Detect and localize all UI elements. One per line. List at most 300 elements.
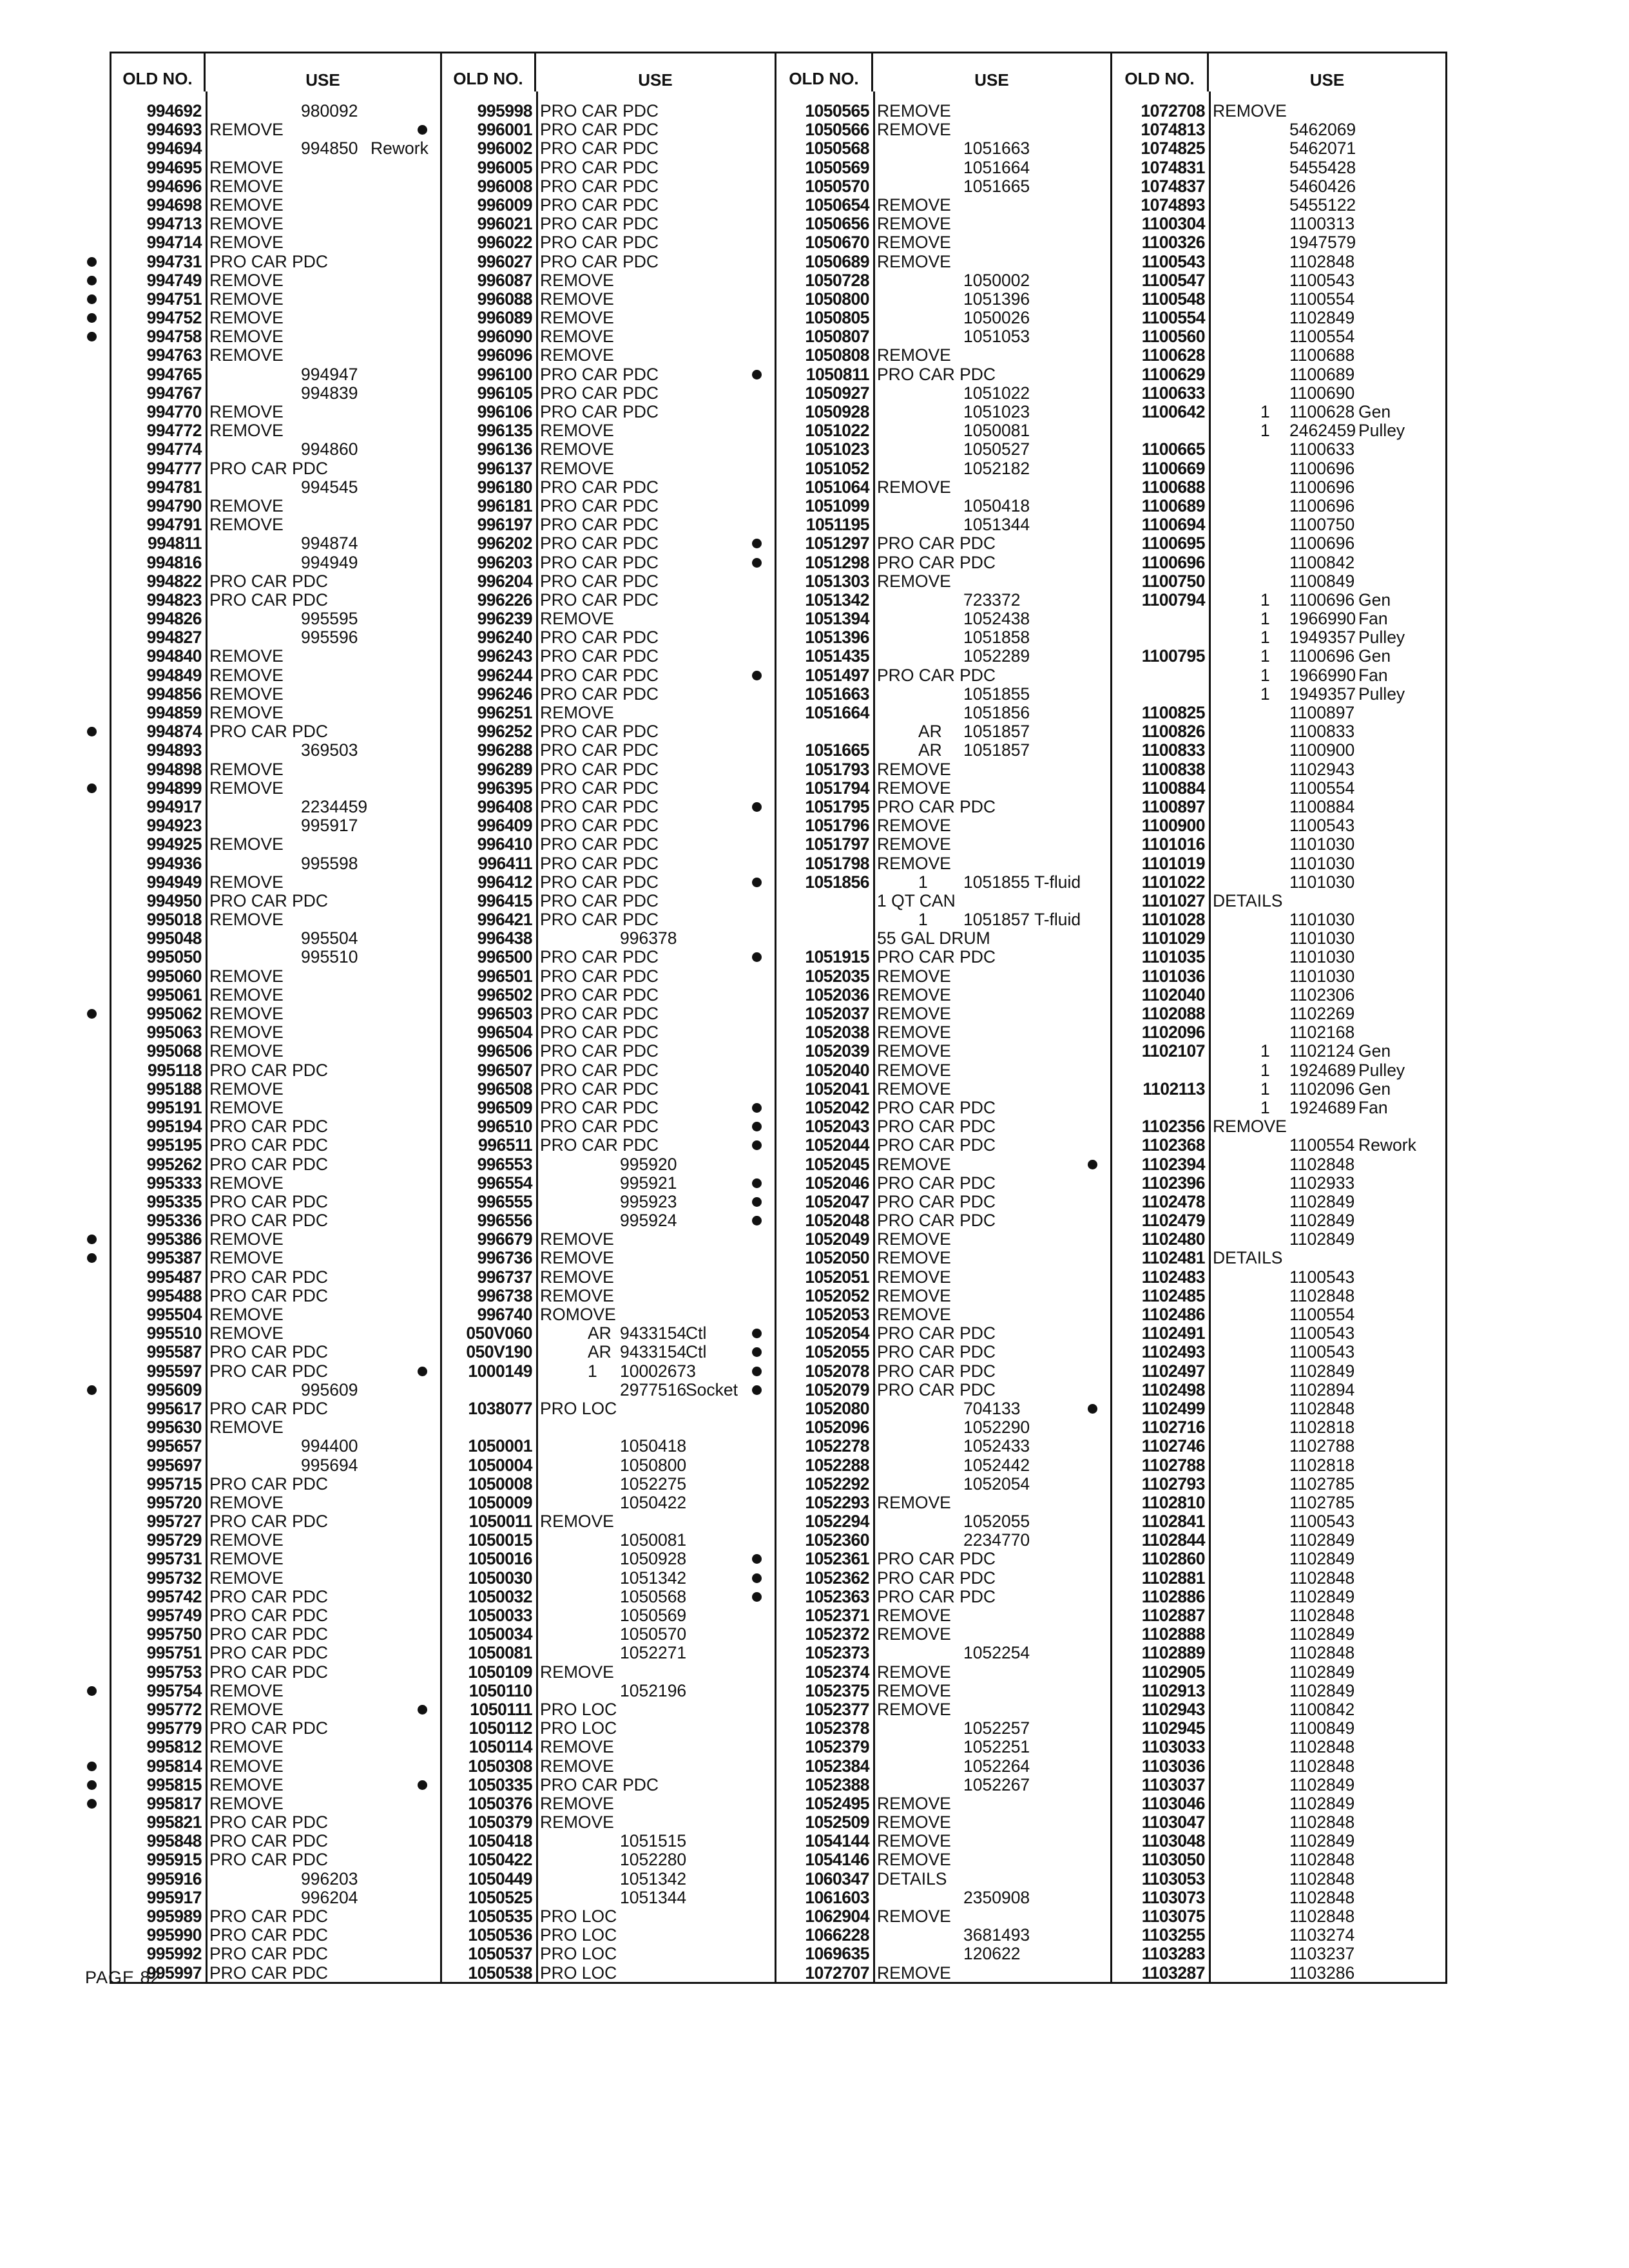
replacement-number: 1051857: [963, 722, 1030, 742]
table-row: [776, 1850, 1110, 1869]
old-number: 995750: [146, 1624, 202, 1644]
use-text: REMOVE: [877, 1606, 951, 1625]
old-number: 996204: [477, 571, 532, 591]
table-row: [111, 1794, 440, 1813]
use-text: PRO CAR PDC: [540, 834, 659, 854]
old-number: 1050927: [805, 383, 869, 403]
old-number: 995915: [146, 1850, 202, 1870]
old-number: 1100548: [1141, 289, 1205, 309]
table-row: [111, 102, 440, 120]
bullet-icon: [418, 1367, 427, 1376]
old-number: 1050670: [805, 233, 869, 253]
table-row: [1112, 1926, 1445, 1945]
table-row: [442, 440, 775, 459]
old-number: 1050654: [805, 195, 869, 215]
table-row: [776, 1512, 1110, 1531]
table-row: [776, 1813, 1110, 1832]
old-number: 996100: [477, 364, 532, 384]
old-number: 1051665: [805, 740, 869, 760]
bullet-icon: [87, 276, 97, 285]
table-row: [776, 892, 1110, 910]
use-text: PRO CAR PDC: [877, 947, 996, 967]
use-text: PRO CAR PDC: [877, 796, 996, 816]
table-row: [776, 1381, 1110, 1399]
table-row: [1112, 553, 1445, 572]
old-number: 994893: [146, 740, 202, 760]
table-row: [1112, 1211, 1445, 1230]
old-number: 1051298: [805, 552, 869, 572]
old-number: 1052372: [805, 1624, 869, 1644]
old-number: 996288: [477, 740, 532, 760]
table-row: [442, 403, 775, 421]
use-text: REMOVE: [209, 966, 284, 986]
table-row: [111, 1588, 440, 1606]
bullet-icon: [87, 1385, 97, 1395]
table-row: [111, 177, 440, 196]
use-text: PRO CAR PDC: [540, 383, 659, 403]
table-row: [111, 628, 440, 647]
old-number: 1051793: [805, 759, 869, 779]
old-number: 1100825: [1141, 703, 1205, 722]
old-number: 1102886: [1141, 1586, 1205, 1606]
old-number: 1051342: [805, 590, 869, 610]
table-row: [776, 421, 1110, 440]
table-row: [1112, 779, 1445, 798]
table-row: [1112, 1456, 1445, 1475]
table-row: [776, 253, 1110, 271]
table-row: [1112, 1399, 1445, 1418]
use-text: REMOVE: [540, 1229, 614, 1249]
old-number: 995335: [146, 1191, 202, 1211]
table-row: [442, 798, 775, 816]
old-number: 1102394: [1141, 1154, 1205, 1174]
use-text: PRO LOC: [540, 1398, 617, 1418]
use-text: PRO CAR PDC: [877, 1191, 996, 1211]
table-row: [776, 1888, 1110, 1907]
table-row: [442, 365, 775, 384]
old-number: 1050030: [468, 1568, 532, 1588]
replacement-number: 994545: [301, 477, 358, 497]
rows: [776, 102, 1110, 1983]
old-number: 1050537: [468, 1944, 532, 1964]
old-number: 1052384: [805, 1756, 869, 1776]
old-number: 1052055: [805, 1342, 869, 1362]
use-text: REMOVE: [540, 1737, 614, 1757]
old-number: 1102107: [1141, 1041, 1205, 1061]
table-row: [442, 1907, 775, 1926]
old-number: 1100750: [1141, 571, 1205, 591]
old-number: 1052051: [805, 1267, 869, 1287]
table-row: [1112, 139, 1445, 158]
old-number: 996740: [477, 1305, 532, 1324]
note: Pulley: [1358, 421, 1405, 441]
table-row: [111, 1907, 440, 1926]
table-row: [1112, 233, 1445, 252]
table-row: [111, 1456, 440, 1475]
use-text: REMOVE: [209, 985, 284, 1004]
replacement-number: 994850: [301, 139, 358, 159]
use-text: PRO CAR PDC: [209, 1512, 329, 1532]
rows: [111, 102, 440, 1983]
replacement-number: 1102849: [1289, 1586, 1355, 1606]
use-text: REMOVE: [540, 1812, 614, 1832]
old-number: 1050011: [468, 1512, 532, 1532]
table-row: [776, 1418, 1110, 1437]
table-row: [1112, 1663, 1445, 1682]
replacement-number: 2350908: [963, 1887, 1030, 1907]
old-number: 994713: [146, 214, 202, 234]
replacement-number: 2234770: [963, 1530, 1030, 1550]
old-number: 994777: [146, 458, 202, 478]
old-number: 996105: [477, 383, 532, 403]
table-row: [1112, 1512, 1445, 1531]
old-number: 994765: [146, 364, 202, 384]
bullet-icon: [87, 294, 97, 304]
table-row: [442, 1682, 775, 1700]
table-row: [1112, 1061, 1445, 1080]
old-number: 1051798: [805, 853, 869, 873]
replacement-number: 994400: [301, 1436, 358, 1456]
use-text: PRO CAR PDC: [209, 1154, 329, 1174]
replacement-number: 1100849: [1289, 1718, 1355, 1738]
table-row: [1112, 1682, 1445, 1700]
bullet-icon: [87, 1009, 97, 1019]
old-number: 996508: [477, 1079, 532, 1099]
old-number: 1038077: [468, 1398, 532, 1418]
replacement-number: 1100554: [1289, 1305, 1355, 1324]
old-number: 996002: [477, 139, 532, 159]
old-number: 995504: [146, 1305, 202, 1324]
old-number: 1074825: [1141, 139, 1205, 159]
old-number: 1050570: [805, 176, 869, 196]
use-header: USE: [305, 70, 340, 90]
note: Gen: [1358, 402, 1391, 421]
quantity: 1: [588, 1361, 597, 1381]
table-row: [111, 421, 440, 440]
use-text: REMOVE: [540, 345, 614, 365]
use-text: PRO CAR PDC: [877, 1549, 996, 1569]
old-number: 1100838: [1141, 759, 1205, 779]
table-row: [1112, 666, 1445, 685]
table-row: [776, 233, 1110, 252]
table-row: [776, 309, 1110, 327]
old-number: 1102905: [1141, 1662, 1205, 1682]
table-row: [776, 1099, 1110, 1117]
old-number: 1050568: [805, 139, 869, 159]
table-row: [442, 1193, 775, 1211]
table-row: [442, 948, 775, 966]
bullet-icon: [752, 1573, 762, 1583]
use-text: REMOVE: [877, 1662, 951, 1682]
use-text: REMOVE: [209, 872, 284, 892]
bullet-icon: [418, 1780, 427, 1790]
old-number: 1050538: [468, 1963, 532, 1983]
old-number: 1052375: [805, 1680, 869, 1700]
table-row: [1112, 1268, 1445, 1287]
table-row: [442, 459, 775, 478]
old-number: 1050656: [805, 214, 869, 234]
table-row: [111, 1926, 440, 1945]
bullet-icon: [752, 558, 762, 568]
table-row: [111, 1832, 440, 1850]
replacement-number: 1100842: [1289, 552, 1355, 572]
old-number: 994874: [146, 722, 202, 742]
table-row: [111, 1343, 440, 1361]
table-row: [442, 1418, 775, 1437]
replacement-number: 1102848: [1289, 1869, 1355, 1888]
old-number: 1052042: [805, 1097, 869, 1117]
quantity: 1: [918, 910, 928, 930]
old-number: 996137: [477, 458, 532, 478]
old-number: 996135: [477, 421, 532, 441]
replacement-number: 1050081: [963, 421, 1030, 441]
table-row: [1112, 1907, 1445, 1926]
use-text: REMOVE: [540, 1756, 614, 1776]
use-text: REMOVE: [209, 1756, 284, 1776]
use-text: REMOVE: [209, 1305, 284, 1324]
old-number: 995333: [146, 1173, 202, 1193]
table-row: [442, 1399, 775, 1418]
use-text: PRO CAR PDC: [209, 1117, 329, 1137]
old-number: 994772: [146, 421, 202, 441]
table-row: [1112, 1644, 1445, 1662]
use-text: PRO CAR PDC: [209, 1191, 329, 1211]
replacement-number: 1102849: [1289, 1211, 1355, 1231]
table-row: [776, 1625, 1110, 1644]
use-text: REMOVE: [877, 195, 951, 215]
bullet-icon: [87, 1235, 97, 1244]
quantity: 1: [1260, 646, 1270, 666]
table-row: [442, 1719, 775, 1738]
old-number: 1050081: [468, 1643, 532, 1663]
replacement-number: 1947579: [1289, 233, 1356, 253]
old-number: 1051023: [805, 439, 869, 459]
table-row: [1112, 1700, 1445, 1719]
replacement-number: 1051858: [963, 628, 1030, 648]
table-row: [776, 628, 1110, 647]
table-row: [776, 1456, 1110, 1475]
replacement-number: 1052254: [963, 1643, 1030, 1663]
replacement-number: 1051855: [963, 684, 1030, 704]
table-column-4: [1112, 52, 1445, 1982]
old-number: 995848: [146, 1831, 202, 1851]
note: Rework: [371, 139, 429, 159]
use-text: PRO CAR PDC: [540, 101, 659, 120]
use-text: PRO CAR PDC: [540, 684, 659, 704]
bullet-icon: [752, 370, 762, 380]
old-number: 1052040: [805, 1060, 869, 1080]
use-text: PRO CAR PDC: [209, 1398, 329, 1418]
replacement-number: 1050026: [963, 308, 1030, 328]
table-row: [442, 1832, 775, 1850]
table-row: [111, 1174, 440, 1193]
use-text: PRO CAR PDC: [209, 1211, 329, 1231]
replacement-number: 5460426: [1289, 176, 1356, 196]
use-text: REMOVE: [877, 1004, 951, 1023]
table-column-3: [776, 52, 1110, 1982]
table-row: [442, 1757, 775, 1776]
replacement-number: 1102933: [1289, 1173, 1355, 1193]
replacement-number: 5462071: [1289, 139, 1356, 159]
use-text: PRO CAR PDC: [209, 1586, 329, 1606]
table-row: [776, 196, 1110, 215]
table-row: [1112, 365, 1445, 384]
table-row: [442, 1117, 775, 1136]
replacement-number: 2234459: [301, 796, 368, 816]
table-row: [1112, 1155, 1445, 1174]
use-text: REMOVE: [877, 816, 951, 836]
replacement-number: 1101030: [1289, 853, 1355, 873]
old-number: 1050114: [468, 1737, 532, 1757]
table-row: [442, 327, 775, 346]
old-number: 994859: [146, 703, 202, 722]
note: Ctl: [686, 1342, 707, 1362]
old-number: 1102040: [1141, 985, 1205, 1004]
note: Pulley: [1358, 684, 1405, 704]
table-row: [111, 1437, 440, 1456]
use-text: PRO CAR PDC: [540, 1097, 659, 1117]
old-number: 995063: [146, 1023, 202, 1043]
table-row: [776, 741, 1110, 760]
replacement-number: 996203: [301, 1869, 358, 1888]
use-text: PRO CAR PDC: [540, 515, 659, 535]
table-row: [442, 1644, 775, 1662]
old-number: 1100694: [1141, 515, 1205, 535]
replacement-number: 995596: [301, 628, 358, 648]
use-text: PRO CAR PDC: [540, 1135, 659, 1155]
table-row: [776, 1305, 1110, 1324]
table-row: [111, 346, 440, 365]
table-row: [1112, 892, 1445, 910]
table-row: [111, 1305, 440, 1324]
table-row: [442, 1550, 775, 1568]
replacement-number: 1050422: [620, 1492, 687, 1512]
old-number: 1052050: [805, 1248, 869, 1268]
replacement-number: 1100696: [1289, 477, 1355, 497]
old-number: 994949: [146, 872, 202, 892]
use-text: PRO CAR PDC: [209, 722, 329, 742]
old-number: 995916: [146, 1869, 202, 1888]
replacement-number: 1051856: [963, 703, 1030, 722]
table-row: [776, 572, 1110, 591]
table-row: [1112, 1004, 1445, 1023]
old-number: 996438: [477, 928, 532, 948]
old-number: 1100642: [1141, 402, 1205, 421]
old-number: 995727: [146, 1512, 202, 1532]
table-row: [111, 967, 440, 986]
use-text: REMOVE: [877, 1248, 951, 1268]
table-row: [111, 139, 440, 158]
table-row: [1112, 647, 1445, 666]
old-number: 1100696: [1141, 552, 1205, 572]
table-row: [776, 666, 1110, 685]
old-number: 1100554: [1141, 308, 1205, 328]
old-number: 1052378: [805, 1718, 869, 1738]
old-number: 994763: [146, 345, 202, 365]
old-number: 1074893: [1141, 195, 1205, 215]
table-row: [776, 1042, 1110, 1061]
replacement-number: 995921: [620, 1173, 677, 1193]
old-number: 994826: [146, 609, 202, 629]
table-row: [1112, 177, 1445, 196]
use-text: PRO CAR PDC: [209, 1060, 329, 1080]
use-text: PRO CAR PDC: [209, 1361, 329, 1381]
replacement-number: 1050570: [620, 1624, 687, 1644]
old-number: 995715: [146, 1474, 202, 1494]
table-row: [776, 1964, 1110, 1983]
old-number: 1052047: [805, 1191, 869, 1211]
use-text: REMOVE: [1213, 1117, 1287, 1137]
table-row: [111, 760, 440, 779]
table-row: [1112, 967, 1445, 986]
table-row: [776, 591, 1110, 610]
use-text: REMOVE: [877, 233, 951, 253]
bullet-icon: [752, 878, 762, 887]
use-text: DETAILS: [877, 1869, 947, 1888]
replacement-number: 995595: [301, 609, 358, 629]
use-text: PRO CAR PDC: [540, 533, 659, 553]
table-row: [442, 1362, 775, 1381]
table-row: [1112, 1757, 1445, 1776]
old-number: 1100826: [1141, 722, 1205, 742]
table-row: [111, 1023, 440, 1042]
table-row: [111, 1193, 440, 1211]
old-number: 1074813: [1141, 120, 1205, 140]
use-text: REMOVE: [540, 1248, 614, 1268]
old-number: 995609: [146, 1379, 202, 1399]
replacement-number: 1102848: [1289, 1812, 1355, 1832]
use-text: REMOVE: [540, 421, 614, 441]
old-number: 1103073: [1141, 1887, 1205, 1907]
old-number: 1102887: [1141, 1606, 1205, 1625]
old-number: 1102844: [1141, 1530, 1205, 1550]
old-number: 1101027: [1141, 890, 1205, 910]
old-number: 1052053: [805, 1305, 869, 1324]
table-row: [776, 1494, 1110, 1512]
old-number: 1052048: [805, 1211, 869, 1231]
old-number: 1052037: [805, 1004, 869, 1023]
table-row: [1112, 1174, 1445, 1193]
old-number: 995814: [146, 1756, 202, 1776]
table-row: [776, 1211, 1110, 1230]
table-row: [111, 1945, 440, 1963]
table-row: [111, 120, 440, 139]
old-number: 1102088: [1141, 1004, 1205, 1023]
old-number: 1050800: [805, 289, 869, 309]
table-row: [776, 1606, 1110, 1625]
replacement-number: 995510: [301, 947, 358, 967]
replacement-number: 1102849: [1289, 1229, 1355, 1249]
table-row: [776, 120, 1110, 139]
table-row: [442, 421, 775, 440]
replacement-number: 1100900: [1289, 740, 1355, 760]
use-text: REMOVE: [877, 571, 951, 591]
table-row: [1112, 986, 1445, 1004]
replacement-number: 723372: [963, 590, 1021, 610]
replacement-number: 1051053: [963, 327, 1030, 347]
old-number: 996736: [477, 1248, 532, 1268]
old-number: 1100628: [1141, 345, 1205, 365]
replacement-number: 1100554: [1289, 327, 1355, 347]
use-text: PRO CAR PDC: [209, 1606, 329, 1625]
old-number: 1102493: [1141, 1342, 1205, 1362]
table-row: [442, 1700, 775, 1719]
table-row: [1112, 1362, 1445, 1381]
table-row: [776, 159, 1110, 177]
old-number: 1102485: [1141, 1285, 1205, 1305]
use-text: REMOVE: [209, 1530, 284, 1550]
replacement-number: 1102124: [1289, 1041, 1355, 1061]
